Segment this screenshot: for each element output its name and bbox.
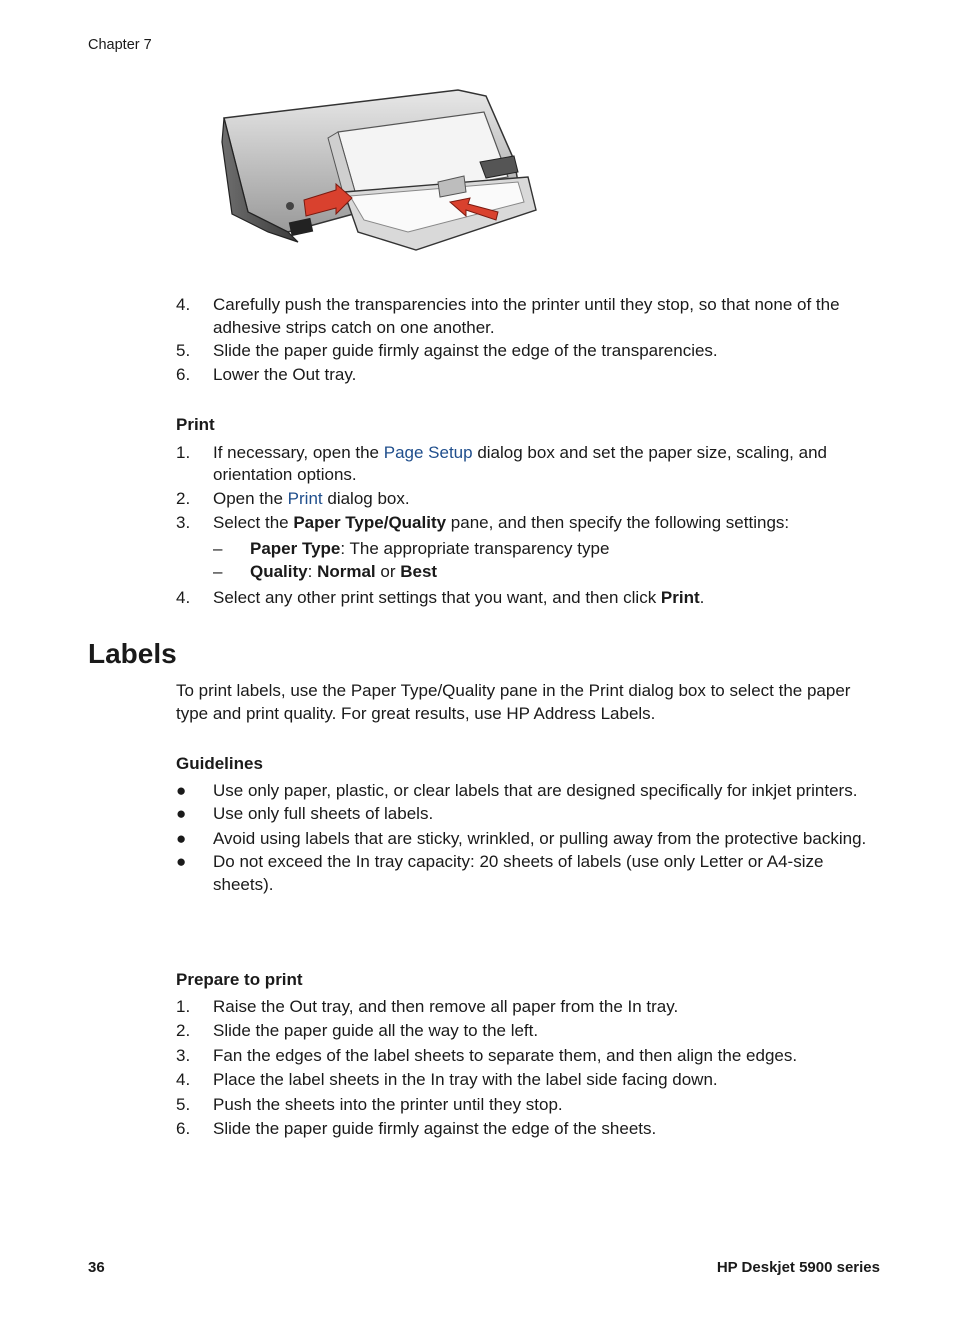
product-name: HP Deskjet 5900 series [716, 1259, 880, 1276]
list-item: 3. Select the Paper Type/Quality pane, and then specify the following settings: [176, 513, 790, 532]
printer-illustration [218, 82, 540, 260]
list-item: ● Do not exceed the In tray capacity: 20 sheets of labels (use only Letter or A4-size sheets). [176, 852, 824, 894]
print-link[interactable]: Print [287, 488, 323, 508]
steps-transparency [176, 294, 876, 386]
list-item: 3. Fan the edges of the label sheets to separate them, and then align the edges. [176, 1045, 798, 1065]
list-item: ● Use only full sheets of labels. [176, 804, 434, 823]
guidelines-section [176, 753, 876, 896]
print-heading: Print [176, 415, 215, 434]
sub-item: – Quality: Normal or Best [213, 562, 438, 581]
page-setup-link[interactable]: Page Setup [383, 442, 473, 462]
labels-intro: To print labels, use the Paper Type/Quality pane in the Print dialog box to select the paper type and print quality. For great results, use HP Address Labels. [176, 681, 851, 723]
list-item: 6. Slide the paper guide firmly against the edge of the sheets. [176, 1119, 657, 1138]
list-item: 5. Push the sheets into the printer until they stop. [176, 1094, 563, 1114]
section-title: Labels [88, 638, 177, 669]
list-item: ● Use only paper, plastic, or clear labels that are designed specifically for inkjet printers. [176, 780, 858, 800]
list-item: 1. If necessary, open the Page Setup dialog box and set the paper size, scaling, and orientation options. [176, 442, 827, 484]
sub-item: – Paper Type: The appropriate transparency type [213, 538, 610, 558]
list-item: 2. Open the Print dialog box. [176, 488, 410, 508]
prepare-section [176, 969, 876, 1141]
page-number: 36 [88, 1259, 105, 1276]
print-section [176, 414, 876, 609]
list-item: 6. Lower the Out tray. [176, 364, 357, 384]
list-item: 4. Select any other print settings that you want, and then click Print. [176, 587, 705, 607]
list-item: 2. Slide the paper guide all the way to the left. [176, 1021, 539, 1040]
list-item: ● Avoid using labels that are sticky, wrinkled, or pulling away from the protective backing. [176, 828, 867, 848]
prepare-heading: Prepare to print [176, 970, 303, 989]
guidelines-heading: Guidelines [176, 754, 263, 773]
chapter-header: Chapter 7 [88, 37, 152, 53]
list-item: 4. Carefully push the transparencies into the printer until they stop, so that none of the adhesive strips catch on one another. [176, 295, 840, 337]
list-item: 1. Raise the Out tray, and then remove all paper from the In tray. [176, 996, 679, 1016]
list-item: 4. Place the label sheets in the In tray with the label side facing down. [176, 1070, 718, 1089]
list-item: 5. Slide the paper guide firmly against the edge of the transparencies. [176, 341, 718, 360]
